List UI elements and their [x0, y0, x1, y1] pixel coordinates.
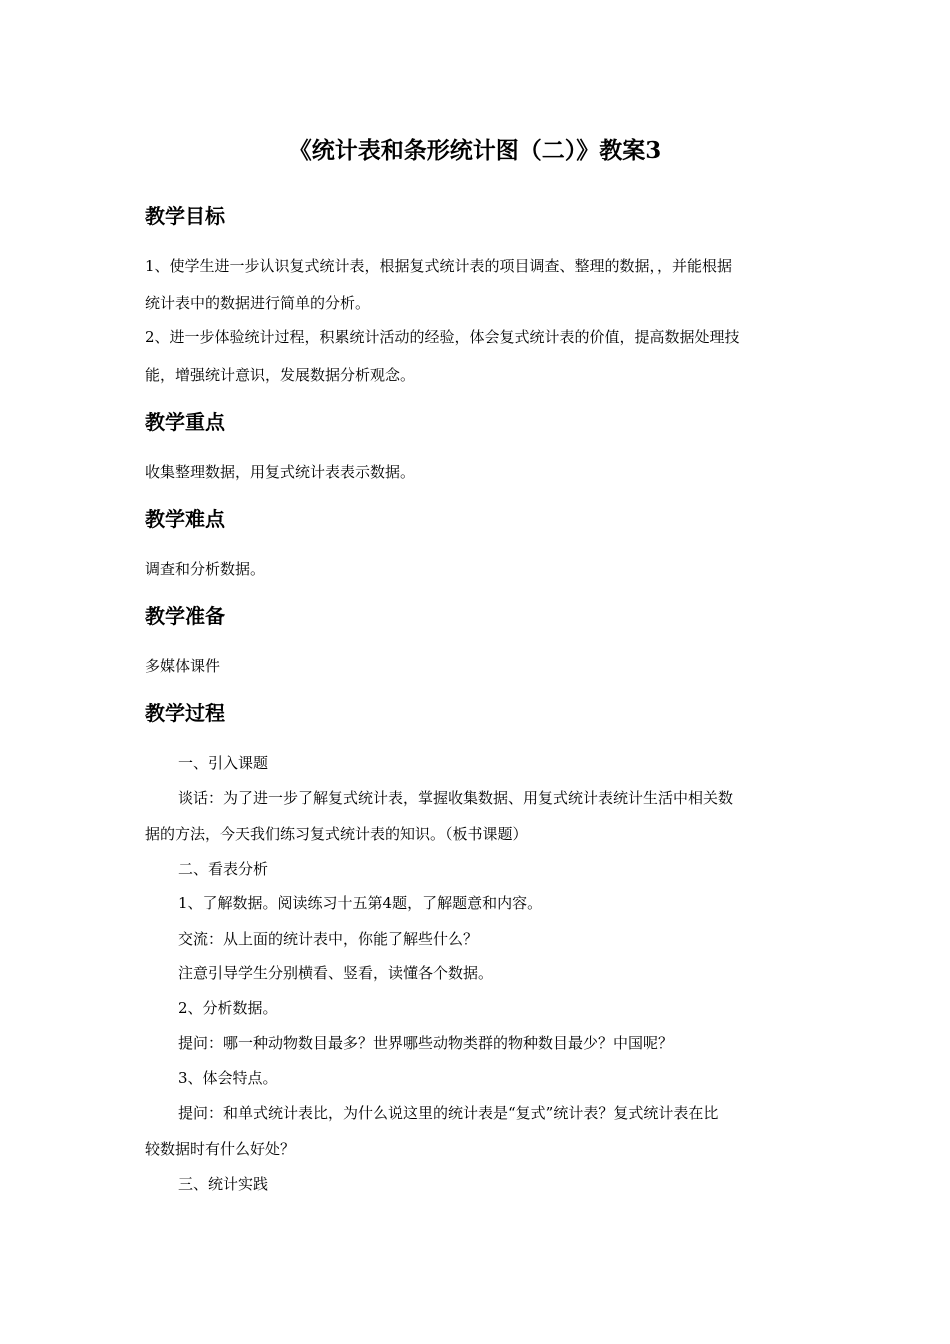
process-line-11: 提问：和单式统计表比，为什么说这里的统计表是“复式”统计表？复式统计表在比	[178, 1104, 719, 1122]
objectives-line-1: 1、使学生进一步认识复式统计表，根据复式统计表的项目调查、整理的数据，，并能根据	[145, 257, 733, 275]
objectives-line-2: 统计表中的数据进行简单的分析。	[145, 294, 371, 312]
preparation-line-1: 多媒体课件	[145, 657, 221, 675]
process-line-7: 注意引导学生分别横看、竖看，读懂各个数据。	[178, 964, 494, 982]
process-line-8: 2、分析数据。	[178, 999, 278, 1017]
process-line-1: 一、引入课题	[178, 754, 269, 772]
document-title: 《统计表和条形统计图（二）》教案3	[288, 137, 662, 164]
difficulties-line-1: 调查和分析数据。	[145, 560, 266, 578]
process-line-12: 较数据时有什么好处？	[145, 1140, 296, 1158]
objectives-line-4: 能，增强统计意识，发展数据分析观念。	[145, 366, 416, 384]
process-line-5: 1、了解数据。阅读练习十五第4题，了解题意和内容。	[178, 894, 543, 912]
process-line-2: 谈话：为了进一步了解复式统计表，掌握收集数据、用复式统计表统计生活中相关数	[178, 789, 734, 807]
heading-key-points: 教学重点	[145, 410, 225, 434]
process-line-9: 提问：哪一种动物数目最多？世界哪些动物类群的物种数目最少？中国呢？	[178, 1034, 674, 1052]
heading-difficulties: 教学难点	[145, 507, 225, 531]
process-line-13: 三、统计实践	[178, 1175, 269, 1193]
heading-preparation: 教学准备	[145, 604, 225, 628]
heading-process: 教学过程	[145, 701, 225, 725]
objectives-line-3: 2、进一步体验统计过程，积累统计活动的经验，体会复式统计表的价值，提高数据处理技	[145, 328, 740, 346]
process-line-3: 据的方法，今天我们练习复式统计表的知识。（板书课题）	[145, 825, 528, 843]
heading-objectives: 教学目标	[145, 204, 225, 228]
key-points-line-1: 收集整理数据，用复式统计表表示数据。	[145, 463, 416, 481]
process-line-6: 交流：从上面的统计表中，你能了解些什么？	[178, 930, 479, 948]
process-line-10: 3、体会特点。	[178, 1069, 278, 1087]
process-line-4: 二、看表分析	[178, 860, 269, 878]
